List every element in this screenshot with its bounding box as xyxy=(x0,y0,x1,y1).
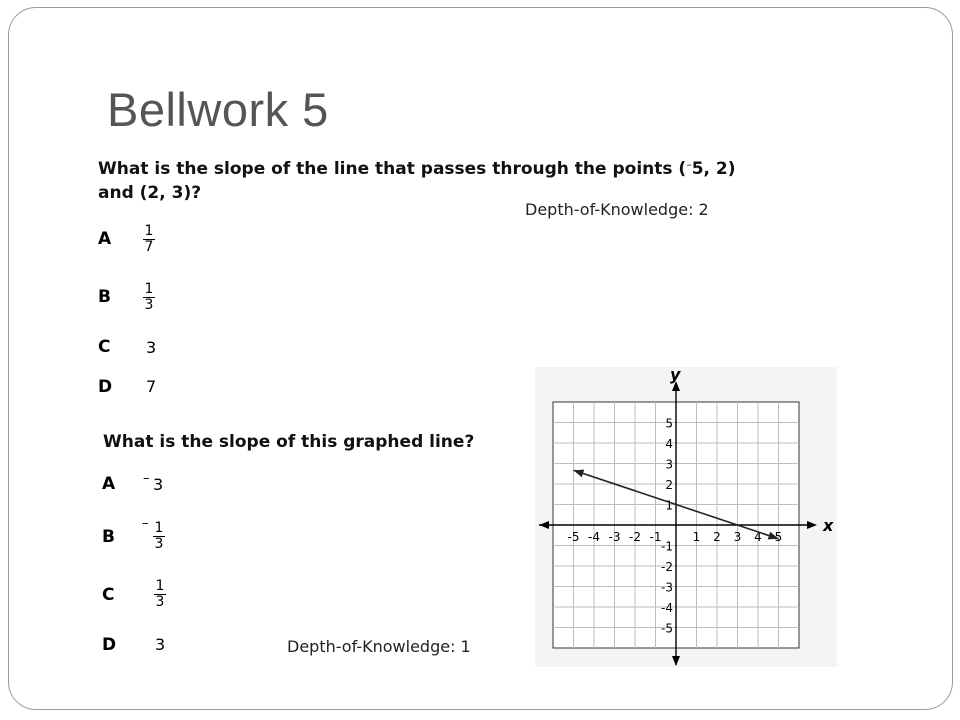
y-tick-label: 4 xyxy=(665,437,673,451)
dok-label-2: Depth-of-Knowledge: 1 xyxy=(287,637,471,656)
y-tick-label: 2 xyxy=(665,478,673,492)
graph-svg xyxy=(535,367,837,667)
negative-sign: – xyxy=(143,471,150,486)
coordinate-graph xyxy=(535,367,837,667)
choice-letter: D xyxy=(102,635,117,655)
x-tick-label: -5 xyxy=(567,530,580,544)
choice-c-fraction xyxy=(154,579,166,610)
choice-c-value: 3 xyxy=(146,338,157,357)
question-1-text-end: 5, 2) xyxy=(691,159,736,179)
slide-title: Bellwork 5 xyxy=(107,83,329,136)
choice-letter: A xyxy=(102,474,116,494)
negative-sign: – xyxy=(686,158,692,171)
y-tick-label: 3 xyxy=(665,457,673,472)
y-tick-label: -3 xyxy=(661,580,673,595)
choice-b-fraction xyxy=(153,521,165,552)
y-tick-label: -4 xyxy=(661,601,673,615)
numerator: 1 xyxy=(154,520,164,536)
x-tick-label: 1 xyxy=(692,530,701,544)
dok-label-1: Depth-of-Knowledge: 2 xyxy=(525,200,709,219)
question-2-text: What is the slope of this graphed line? xyxy=(103,432,475,452)
y-tick-label: -1 xyxy=(661,539,673,554)
choice-a-fraction xyxy=(143,224,155,255)
choice-letter: A xyxy=(98,229,112,249)
question-1 xyxy=(98,153,736,205)
choice-d-value: 3 xyxy=(155,635,166,654)
x-tick-label: -3 xyxy=(608,530,621,544)
x-tick-label: -4 xyxy=(588,530,600,544)
question-1-text: What is the slope of the line that passes through the points ( xyxy=(98,159,687,179)
choice-b-fraction xyxy=(143,282,155,313)
numerator: 1 xyxy=(144,223,154,239)
x-axis-label: x xyxy=(823,516,834,535)
choice-letter: C xyxy=(98,337,111,357)
y-tick-label: 5 xyxy=(665,416,673,431)
choice-d-value: 7 xyxy=(146,377,157,396)
y-tick-label: 1 xyxy=(665,498,673,513)
y-tick-label: -2 xyxy=(661,560,673,574)
numerator: 1 xyxy=(155,578,165,594)
choice-a-value: 3 xyxy=(153,475,164,494)
choice-letter: C xyxy=(102,585,115,605)
question-1-text-line2: and (2, 3)? xyxy=(98,183,202,203)
denominator: 3 xyxy=(155,594,165,610)
denominator: 3 xyxy=(154,536,164,552)
denominator: 7 xyxy=(144,239,154,255)
x-tick-label: 3 xyxy=(733,530,742,544)
y-axis-label: y xyxy=(670,367,681,384)
negative-sign: – xyxy=(142,516,149,531)
x-tick-label: -1 xyxy=(649,530,662,544)
x-tick-label: -2 xyxy=(629,530,641,544)
x-tick-label: 4 xyxy=(754,530,762,544)
numerator: 1 xyxy=(144,281,154,297)
choice-letter: B xyxy=(98,287,111,307)
choice-letter: D xyxy=(98,377,113,397)
y-tick-label: -5 xyxy=(661,621,673,636)
x-tick-label: 2 xyxy=(713,530,721,544)
x-axis-arrow-left xyxy=(539,521,549,529)
choice-letter: B xyxy=(102,527,115,547)
x-tick-label: 5 xyxy=(774,530,783,544)
denominator: 3 xyxy=(144,297,154,313)
x-axis-arrow-right xyxy=(807,521,817,529)
y-axis-arrow-down xyxy=(672,656,680,666)
